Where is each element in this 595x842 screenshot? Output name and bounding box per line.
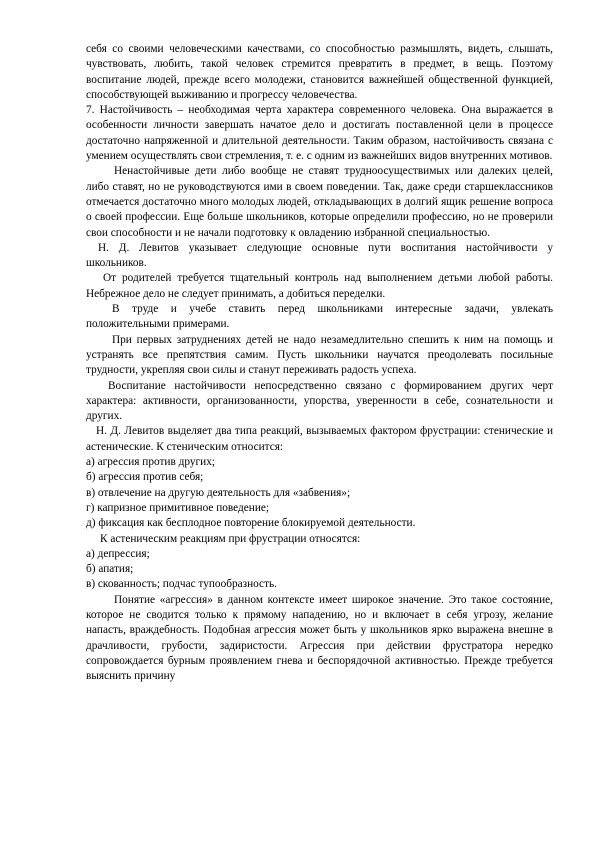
paragraph-interesting-tasks: В труде и учебе ставить перед школьниками интересные задачи, увлекать положительными примерами. — [86, 303, 553, 331]
list-item-asthenic-a: а) депрессия; — [86, 547, 150, 560]
paragraph-asthenic-heading: К астеническим реакциям при фрустрации относятся: — [100, 532, 361, 545]
list-item-asthenic-b: б) апатия; — [86, 563, 134, 576]
paragraph-aggression-concept: Понятие «агрессия» в данном контексте имеет широкое значение. Это такое состояние, которое не сводится только к прямому нападению, но и включает в себя угрозу, желание напасть, враждебность. Подобная агрессия может быть у школьников ярко выражена внешне в драчливости, грубости, задиристости. Агрессия при действии фрустратора нередко сопровождается бурным проявлением гнева и беспорядочной активностью. Прежде требуется выяснить причину — [86, 593, 553, 683]
list-item-sthenic-b: б) агрессия против себя; — [86, 471, 204, 484]
paragraph-unpersistent-children: Ненастойчивые дети либо вообще не ставят трудноосуществимых или далеких целей, либо ставят, но не руководствуются ими в своем поведении. Так, даже среди старшеклассников отмечается достаточно много молодых людей, откладывающих в долгий ящик решение вопроса о своей профессии. Еще больше школьников, которые определили профессию, но не проверили свои способности и не начали подготовку к овладению избранной специальностью. — [86, 165, 553, 239]
paragraph-frustration-types: Н. Д. Левитов выделяет два типа реакций, вызываемых фактором фрустрации: стенические и астенические. К стеническим относится: — [86, 425, 553, 453]
list-item-sthenic-c: в) отвлечение на другую деятельность для «забвения»; — [86, 486, 351, 499]
paragraph-persistence-definition: 7. Настойчивость – необходимая черта характера современного человека. Она выражается в особенности личности завершать начатое дело и достигать поставленной цели в процессе достаточно напряженной и длительной деятельности. Таким образом, настойчивость связана с умением осуществлять свои стремления, т. е. с одним из важнейших видов внутренних мотивов. — [86, 104, 553, 163]
paragraph-upbringing-continued: себя со своими человеческими качествами, со способностью размышлять, видеть, слышать, чувствовать, любить, такой человек стремится превратить в предмет, в вещь. Поэтому воспитание людей, прежде всего молодежи, становится важнейшей общественной функцией, способствующей выживанию и прогрессу человечества. — [86, 43, 553, 101]
paragraph-persistence-traits: Воспитание настойчивости непосредственно связано с формированием других черт характера: активности, организованности, упорства, уверенности в себе, сознательности и других. — [86, 379, 553, 423]
list-item-sthenic-d: г) капризное примитивное поведение; — [86, 501, 270, 514]
list-item-sthenic-e: д) фиксация как бесплодное повторение блокируемой деятельности. — [86, 517, 416, 530]
paragraph-first-difficulties: При первых затруднениях детей не надо незамедлительно спешить к ним на помощь и устранять все препятствия самим. Пусть школьники научатся преодолевать посильные трудности, укрепляя свои силы и станут переживать радость успеха. — [86, 333, 553, 377]
paragraph-parents-control: От родителей требуется тщательный контроль над выполнением детьми любой работы. Небрежное дело не следует принимать, а добиться переделки. — [86, 272, 553, 300]
paragraph-levitov-ways: Н. Д. Левитов указывает следующие основные пути воспитания настойчивости у школьников. — [86, 241, 553, 270]
list-item-asthenic-c: в) скованность; подчас тупообразность. — [86, 578, 277, 591]
list-item-sthenic-a: а) агрессия против других; — [86, 456, 215, 469]
document-page — [86, 42, 553, 684]
